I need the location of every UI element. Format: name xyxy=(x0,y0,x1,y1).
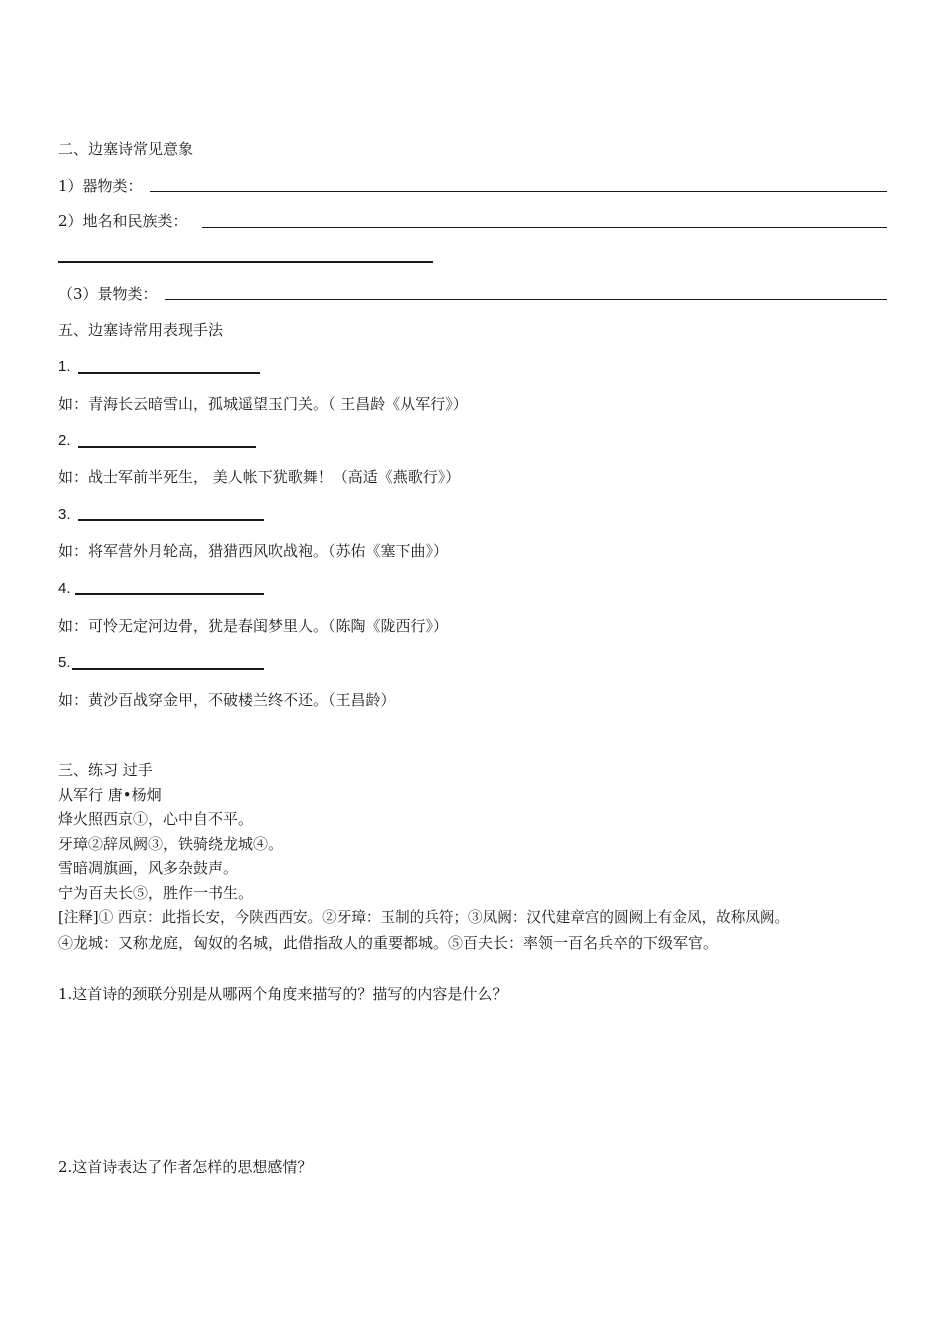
poem-notes-line-2: ④龙城：又称龙庭，匈奴的名城，此借指敌人的重要都城。⑤百夫长：率领一百名兵卒的下级军官。 xyxy=(58,934,719,952)
technique-2-example: 如：战士军前半死生， 美人帐下犹歌舞！（高适《燕歌行》） xyxy=(58,468,461,486)
item2-answer-line[interactable] xyxy=(202,227,887,228)
item3-answer-line[interactable] xyxy=(165,299,887,300)
poem-line-3: 雪暗凋旗画，风多杂鼓声。 xyxy=(58,859,239,877)
technique-2-number: 2. xyxy=(58,432,71,449)
question-2: 2.这首诗表达了作者怎样的思想感情？ xyxy=(58,1158,313,1176)
item1-label: 1）器物类： xyxy=(58,177,143,195)
technique-4-example: 如：可怜无定河边骨，犹是春闺梦里人。（陈陶《陇西行》） xyxy=(58,617,449,635)
technique-3-number: 3. xyxy=(58,506,71,523)
technique-1-number: 1. xyxy=(58,358,71,375)
technique-2-answer-line[interactable] xyxy=(78,446,256,448)
question-1: 1.这首诗的颈联分别是从哪两个角度来描写的？描写的内容是什么？ xyxy=(58,985,508,1003)
technique-5-example: 如：黄沙百战穿金甲，不破楼兰终不还。（王昌龄） xyxy=(58,691,396,709)
technique-4-answer-line[interactable] xyxy=(75,593,264,595)
item1-answer-line[interactable] xyxy=(150,191,887,192)
item2-label: 2）地名和民族类： xyxy=(58,212,188,230)
technique-4-number: 4. xyxy=(58,580,71,597)
item2-answer-line-cont[interactable] xyxy=(58,261,433,263)
poem-notes-line-1: [注释]① 西京：此指长安，今陕西西安。②牙璋：玉制的兵符；③凤阙：汉代建章宫的圆阙上有金凤，故称凤阙。 xyxy=(58,909,790,926)
poem-line-2: 牙璋②辞凤阙③，铁骑绕龙城④。 xyxy=(58,835,284,853)
technique-1-answer-line[interactable] xyxy=(78,372,260,374)
poem-line-1: 烽火照西京①，心中自不平。 xyxy=(58,810,254,828)
technique-5-number: 5. xyxy=(58,654,71,671)
poem-title: 从军行 唐•杨炯 xyxy=(58,786,162,804)
technique-3-example: 如：将军营外月轮高，猎猎西风吹战袍。（苏佑《塞下曲》） xyxy=(58,542,449,560)
poem-line-4: 宁为百夫长⑤，胜作一书生。 xyxy=(58,884,254,902)
item3-label: （3）景物类： xyxy=(58,285,158,303)
section5-heading: 五、边塞诗常用表现手法 xyxy=(58,321,224,339)
section2-heading: 二、边塞诗常见意象 xyxy=(58,140,194,158)
section3-heading: 三、练习 过手 xyxy=(58,761,153,779)
technique-3-answer-line[interactable] xyxy=(78,519,264,521)
technique-1-example: 如：青海长云暗雪山，孤城遥望玉门关。（ 王昌龄《从军行》） xyxy=(58,395,468,413)
technique-5-answer-line[interactable] xyxy=(72,668,264,670)
